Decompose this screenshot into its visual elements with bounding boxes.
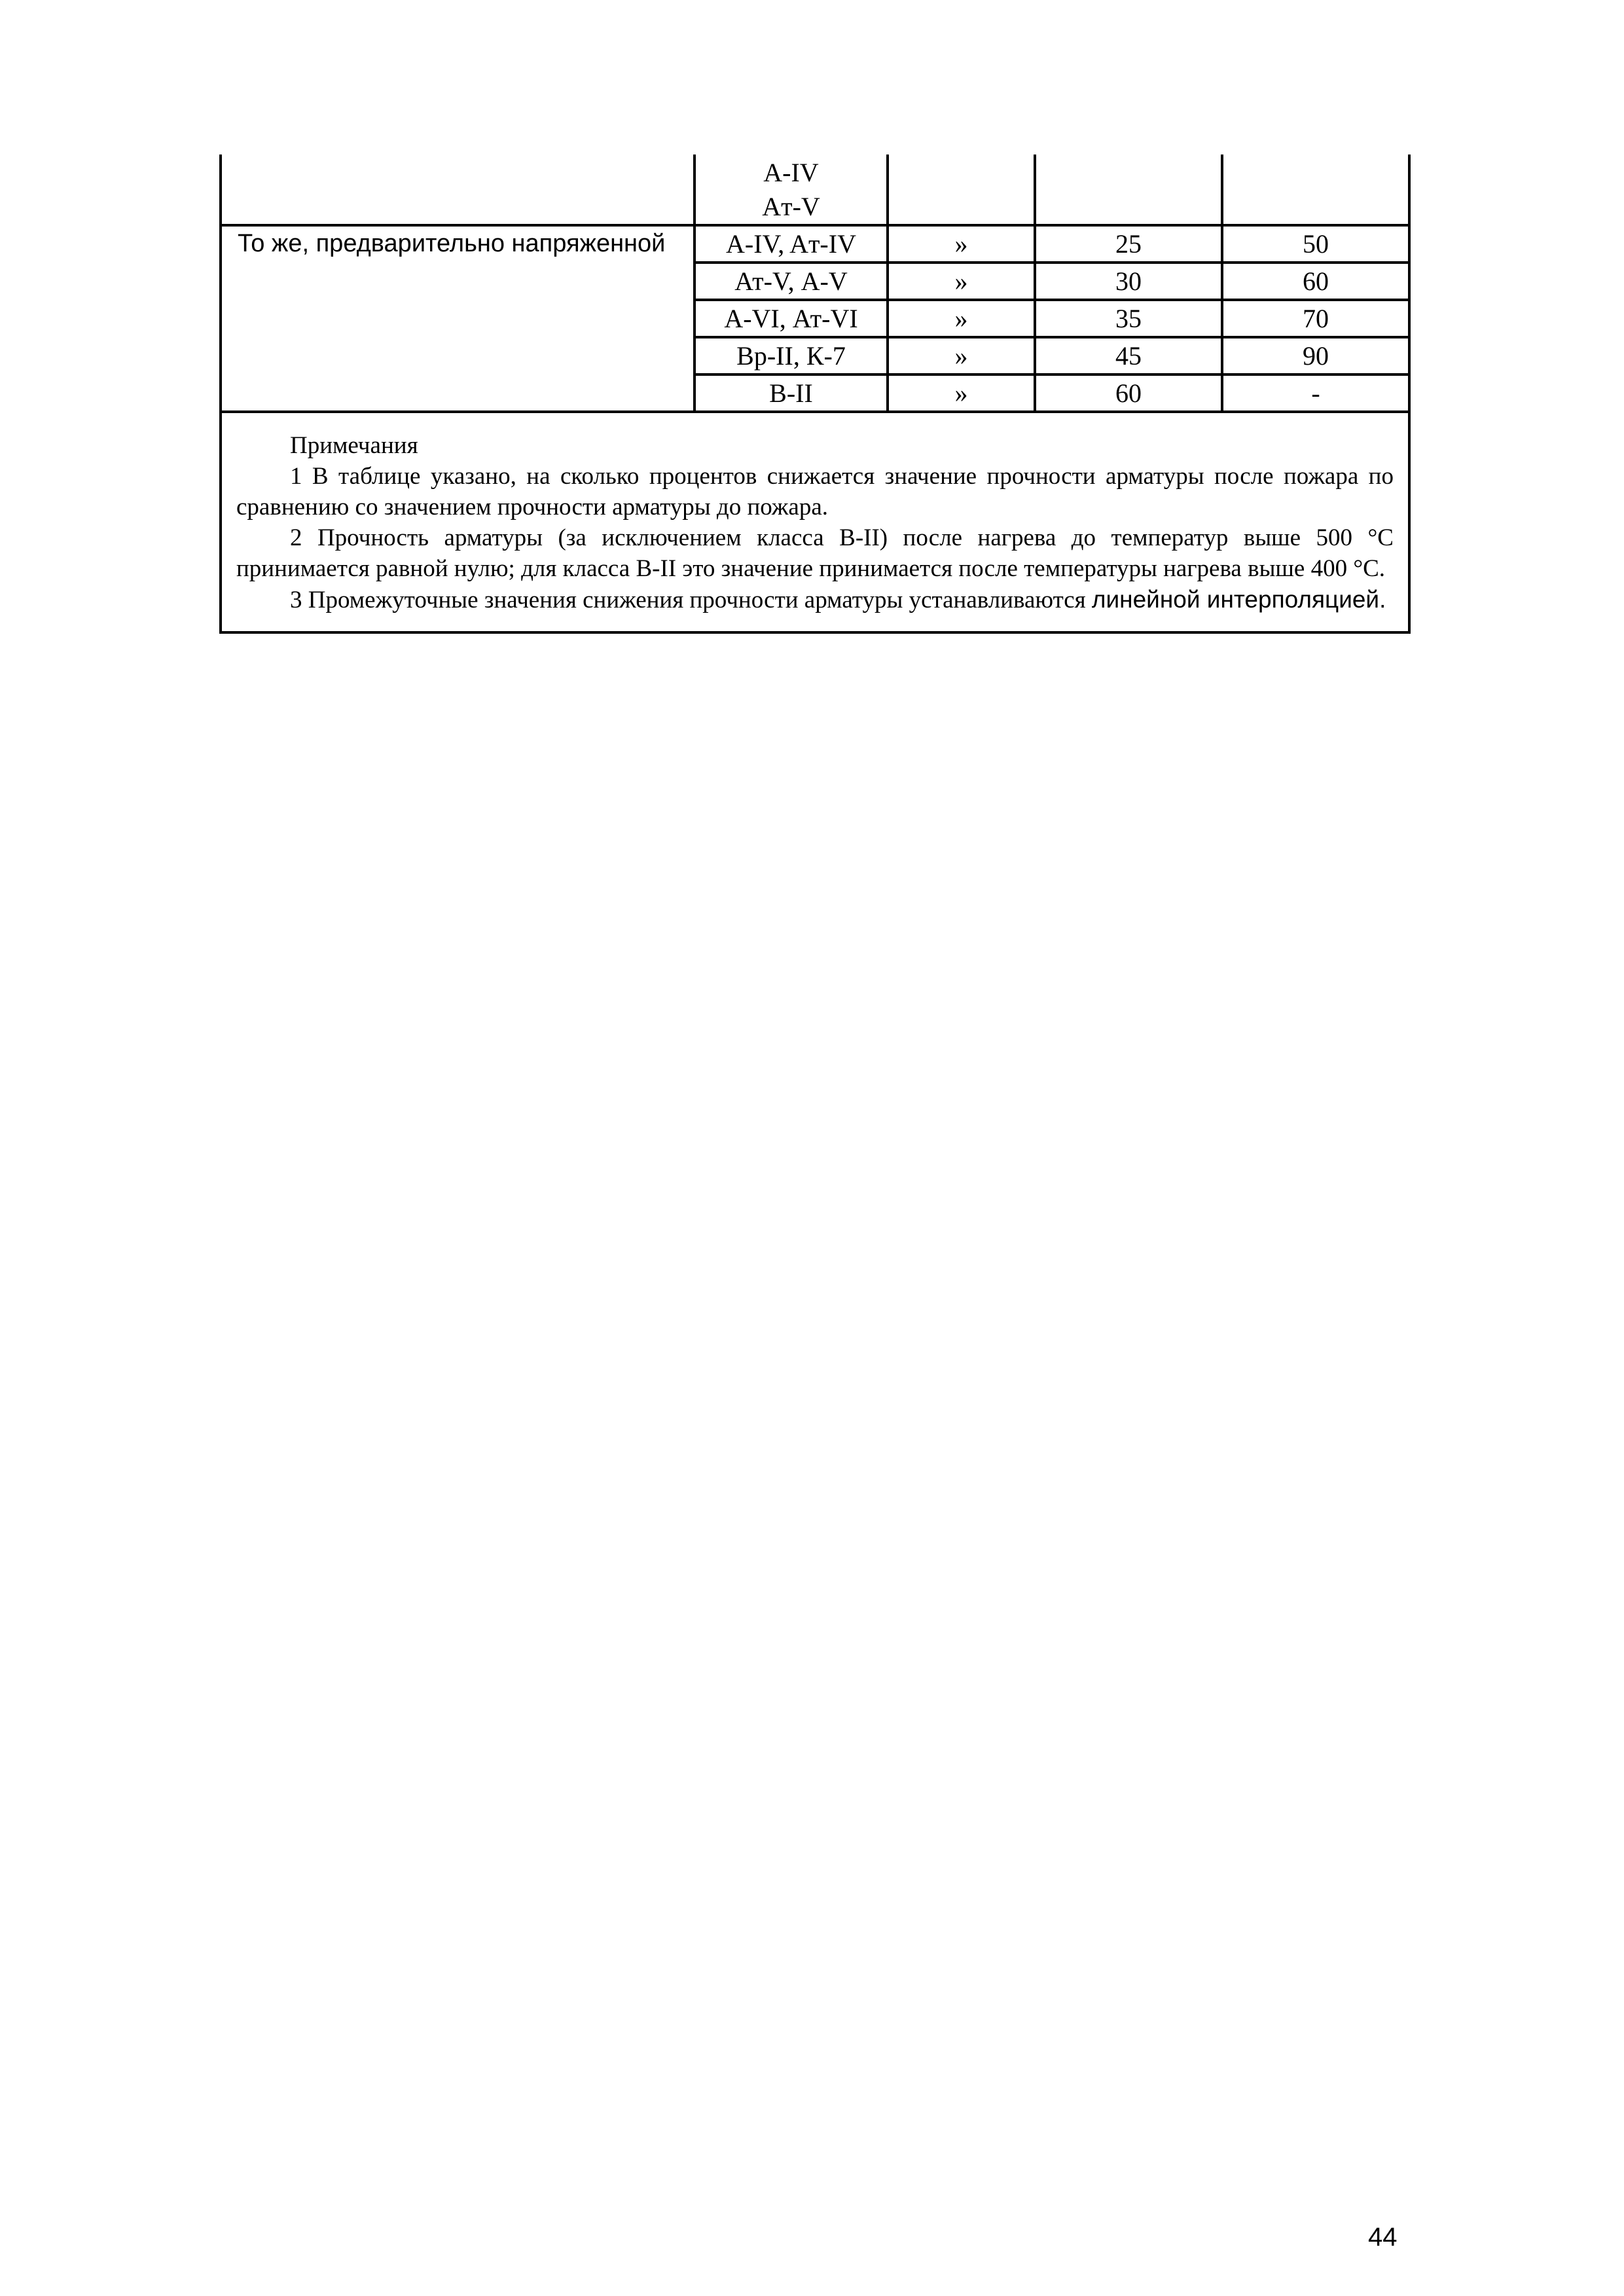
- table-cell-value-1: 30: [1035, 263, 1222, 300]
- note-3: [236, 584, 1394, 615]
- table-cell-class: Вр-II, К-7: [695, 337, 888, 374]
- note-2: 2 Прочность арматуры (за исключением класса В-II) после нагрева до температур выше 500 °С принимается равной нулю; для класса В-II это значение принимается после температуры нагрева выше 400 °С.: [236, 524, 1394, 582]
- table-cell-ditto: »: [888, 263, 1035, 300]
- table-cell-empty: [1035, 155, 1222, 225]
- table-notes: [221, 412, 1409, 632]
- table-cell-class: А-IV, Aт-IV: [695, 225, 888, 263]
- notes-row: [221, 412, 1409, 632]
- table-cell-class: А-VI, Ат-VI: [695, 300, 888, 337]
- table-cell-value-1: 45: [1035, 337, 1222, 374]
- note-3-text-sans: линейной интерполяцией.: [1091, 586, 1386, 613]
- table-cell-value-1: 25: [1035, 225, 1222, 263]
- page-number: 44: [1368, 2223, 1398, 2251]
- table-row: [221, 225, 1409, 263]
- table-cell-value-2: 50: [1222, 225, 1409, 263]
- table-cell-ditto: »: [888, 300, 1035, 337]
- reinforcement-strength-table: [219, 155, 1411, 634]
- table-cell-group-description: То же, предварительно напряженной: [221, 225, 695, 412]
- table-cell-value-2: -: [1222, 374, 1409, 412]
- class-label: Aт-V: [762, 192, 820, 221]
- table-cell-empty: [888, 155, 1035, 225]
- table-row: [221, 155, 1409, 225]
- table-cell-value-2: 60: [1222, 263, 1409, 300]
- table-cell-ditto: »: [888, 374, 1035, 412]
- note-1: 1 В таблице указано, на сколько процентов снижается значение прочности арматуры после пожара по сравнению со значением прочности арматуры до пожара.: [236, 463, 1394, 520]
- table-cell-class: Ат-V, А-V: [695, 263, 888, 300]
- reinforcement-strength-table-section: [219, 155, 1408, 634]
- class-label: А-IV: [763, 158, 819, 187]
- table-cell-value-1: 60: [1035, 374, 1222, 412]
- table-cell-value-2: 70: [1222, 300, 1409, 337]
- table-cell-class: В-II: [695, 374, 888, 412]
- table-cell-description-empty: [221, 155, 695, 225]
- table-cell-ditto: »: [888, 225, 1035, 263]
- table-cell-class: [695, 155, 888, 225]
- table-cell-value-1: 35: [1035, 300, 1222, 337]
- table-cell-empty: [1222, 155, 1409, 225]
- table-cell-ditto: »: [888, 337, 1035, 374]
- table-cell-value-2: 90: [1222, 337, 1409, 374]
- notes-heading: Примечания: [290, 432, 418, 459]
- note-3-text: 3 Промежуточные значения снижения прочности арматуры устанавливаются: [290, 587, 1086, 613]
